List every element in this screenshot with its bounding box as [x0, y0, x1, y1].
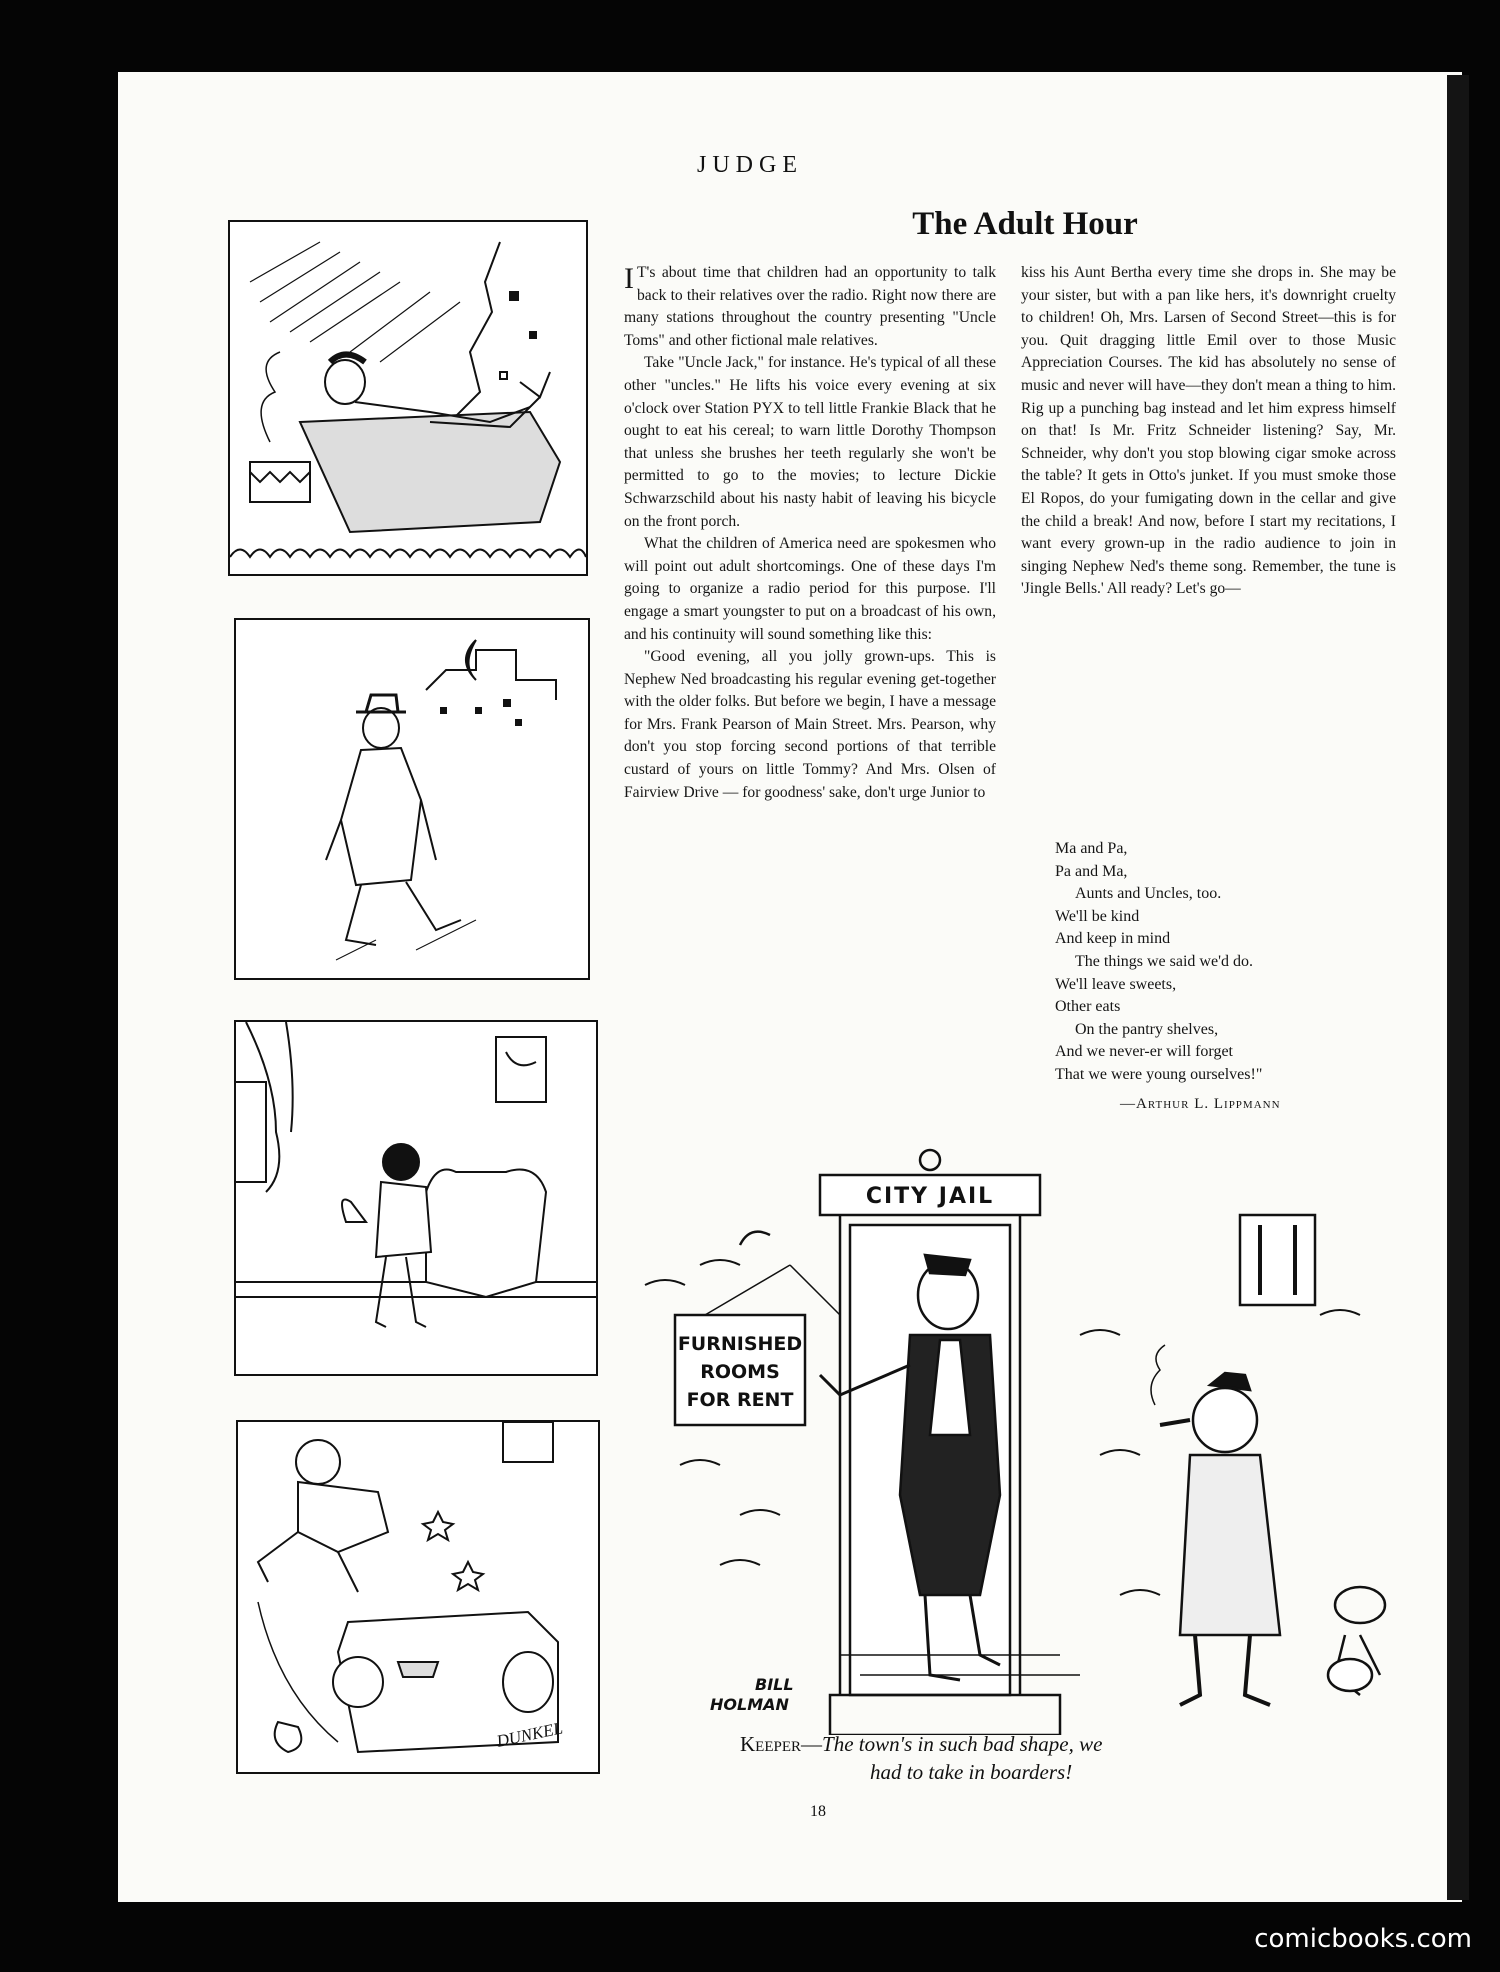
- comic-panel-1: [228, 220, 588, 576]
- caption-line-2: had to take in boarders!: [870, 1760, 1073, 1784]
- artist-signature-dunkel: DUNKEL: [494, 1718, 565, 1751]
- poem-line: Aunts and Uncles, too.: [1075, 885, 1222, 903]
- cartoon-caption: Keeper—The town's in such bad shape, we had to take in boarders!: [740, 1730, 1340, 1786]
- paragraph-1: I T's about time that children had an opportunity to talk back to their relatives over the radio. Right now there are many stations throughout the country presenting "Uncle Toms" and other fictional male relatives.: [624, 262, 996, 349]
- drop-cap: I: [624, 262, 634, 295]
- sign-for-rent: FOR RENT: [686, 1389, 794, 1411]
- walking-man-illustration: [236, 620, 588, 978]
- caption-line-1: The town's in such bad shape, we: [822, 1732, 1103, 1756]
- poem-line: We'll leave sweets,: [1055, 975, 1177, 993]
- artist-signature-holman: HOLMAN: [710, 1695, 789, 1714]
- comic-panel-3: [234, 1020, 598, 1376]
- woman-in-armchair-illustration: [236, 1022, 596, 1374]
- leaping-man-illustration: [238, 1422, 598, 1772]
- watermark: comicbooks.com: [1254, 1924, 1472, 1954]
- poem-line: We'll be kind: [1055, 907, 1140, 925]
- paragraph-2: Take "Uncle Jack," for instance. He's typical of all these other "uncles." He lifts his voice every evening at six o'clock over Station PYX to tell little Frankie Black that he ought to eat his cereal; to warn little Dorothy Thompson that unless she brushes her teeth regularly she won't be permitted to go to the movies; to lecture Dickie Schwarzschild about his nasty habit of leaving his bicycle on the front porch.: [624, 354, 996, 530]
- magazine-header: JUDGE: [697, 152, 803, 178]
- paragraph-3: What the children of America need are spokesmen who will point out adult shortcomings. One of these days I'm going to organize a radio period for this purpose. I'll engage a smart youngster to put on a broadcast of his own, and his continuity will sound something like this:: [624, 535, 996, 643]
- paragraph-5: kiss his Aunt Bertha every time she drops in. She may be your sister, but with a pan like hers, it's downright cruelty to children! Oh, Mrs. Larsen of Second Street—this is for you. Quit dragging little Emil over to those Music Appreciation Courses. The kid has absolutely no sense of music and never will have—they don't mean a thing to him. Rig up a punching bag instead and let him express himself on that! Is Mr. Fritz Schneider listening? Say, Mr. Schneider, why don't you stop blowing cigar smoke across the table? It gets in Otto's junket. If you must smoke those El Ropos, do your fumigating down in the cellar and give the child a break! And now, before I start my recitations, I want every grown-up in the radio audience to join in singing Nephew Ned's theme song. Remember, the tune is 'Jingle Bells.' All ready? Let's go—: [1021, 264, 1396, 598]
- sign-furnished: FURNISHED: [677, 1333, 803, 1355]
- comic-panel-2: [234, 618, 590, 980]
- caption-speaker: Keeper: [740, 1732, 802, 1756]
- next-page-edge: [1447, 75, 1469, 1900]
- page-number: 18: [810, 1803, 826, 1820]
- paragraph-4: "Good evening, all you jolly grown-ups. This is Nephew Ned broadcasting his regular evening get-together with the older folks. But before we begin, I have a message for Mrs. Frank Pearson of Main Street. Mrs. Pearson, why don't you stop forcing second portions of that terrible custard of yours on little Tommy? And Mrs. Olsen of Fairview Drive — for goodness' sake, don't urge Junior to: [624, 648, 996, 801]
- poem-line: Other eats: [1055, 998, 1121, 1016]
- city-jail-illustration: [640, 1135, 1400, 1735]
- poem-line: The things we said we'd do.: [1075, 952, 1253, 970]
- author-byline: —Arthur L. Lippmann: [1120, 1096, 1281, 1112]
- lounging-man-illustration: [230, 222, 586, 574]
- sign-rooms: ROOMS: [700, 1361, 780, 1383]
- comic-panel-4: [236, 1420, 600, 1774]
- poem-line: On the pantry shelves,: [1075, 1020, 1219, 1038]
- article-title: The Adult Hour: [912, 206, 1138, 242]
- poem-line: Ma and Pa,: [1055, 840, 1128, 857]
- poem-line: That we were young ourselves!": [1055, 1065, 1263, 1083]
- article-column-1: [624, 262, 996, 804]
- theme-song-poem: [1055, 838, 1262, 1087]
- city-jail-cartoon: [640, 1135, 1400, 1735]
- poem-line: And keep in mind: [1055, 930, 1171, 948]
- artist-signature-bill: BILL: [755, 1675, 794, 1694]
- poem-line: Pa and Ma,: [1055, 862, 1128, 880]
- sign-city-jail: CITY JAIL: [865, 1184, 995, 1209]
- poem-line: And we never-er will forget: [1055, 1043, 1233, 1061]
- article-column-2: [1021, 262, 1396, 601]
